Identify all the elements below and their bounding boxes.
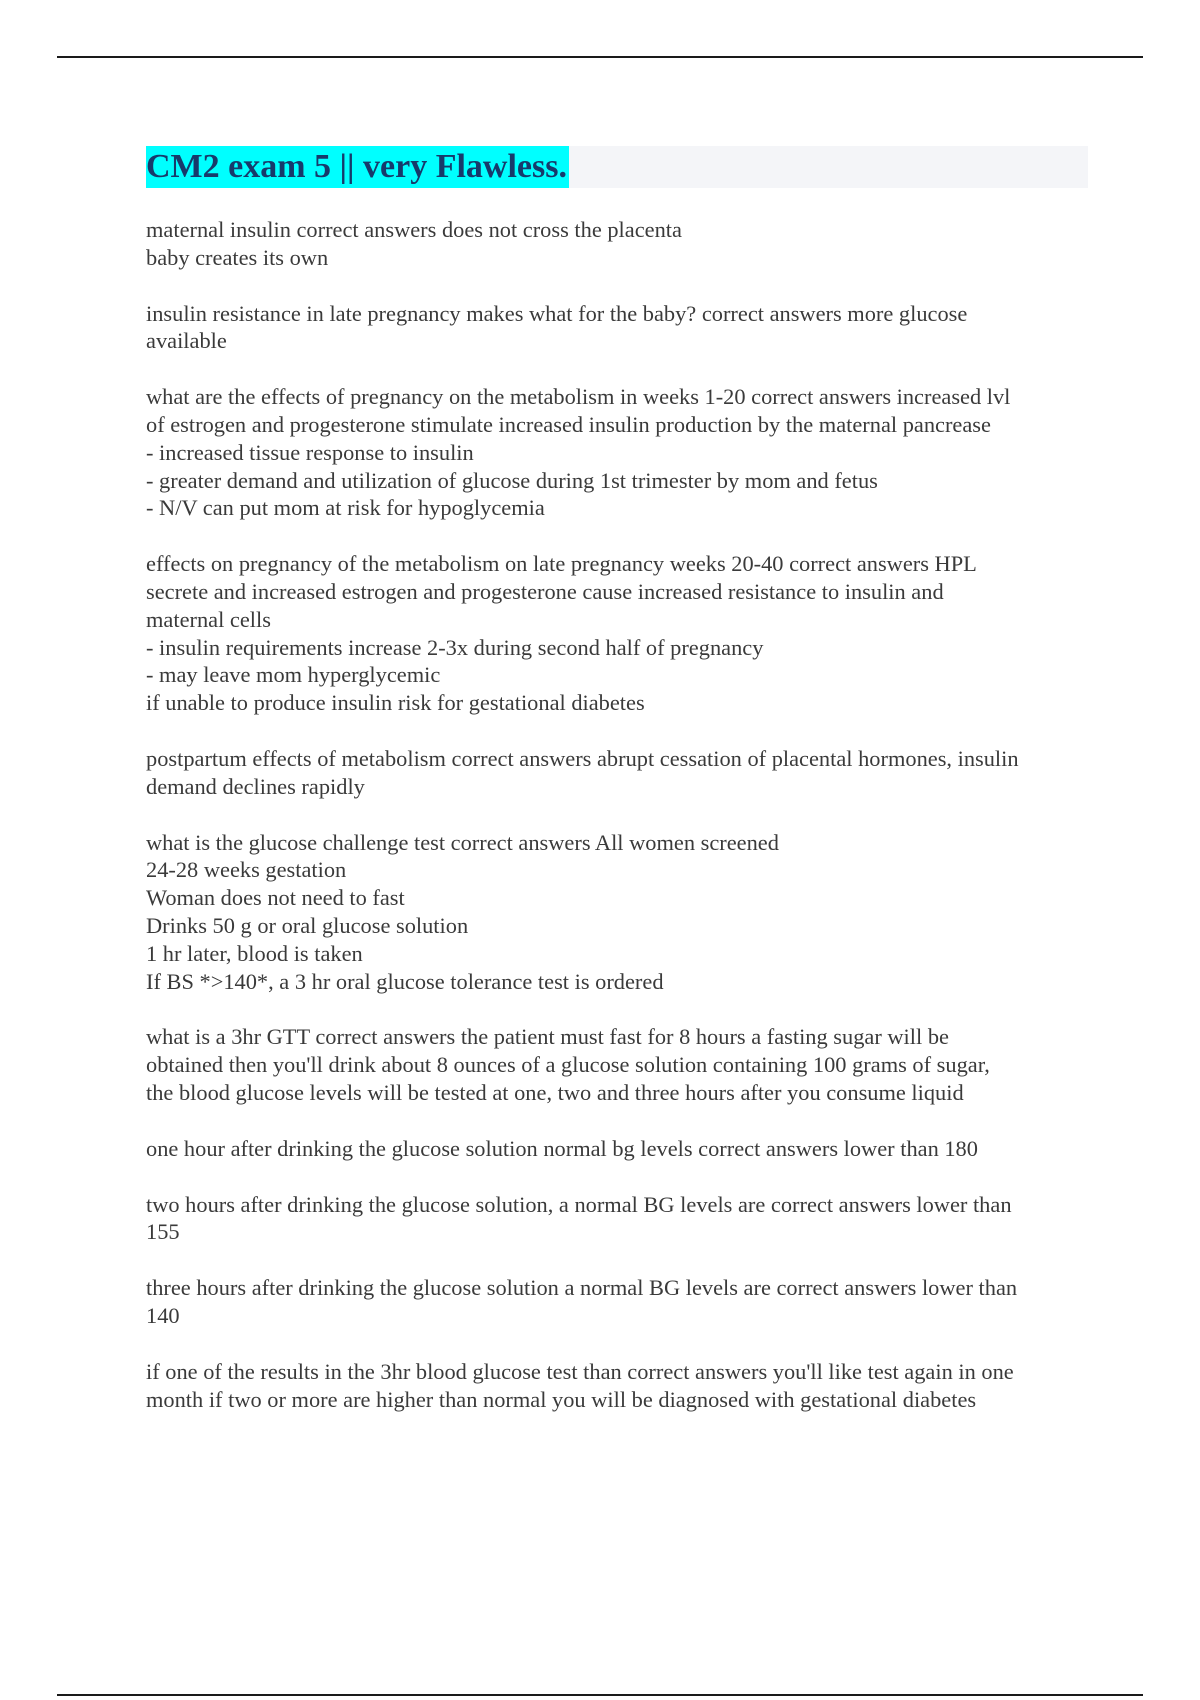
entry-line: one hour after drinking the glucose solution normal bg levels correct answers lower than 180 — [146, 1135, 978, 1161]
entry-line: what is the glucose challenge test correct answers All women screened — [146, 829, 779, 855]
entry-line: if one of the results in the 3hr blood glucose test than correct answers you'll like test again in one — [146, 1358, 1014, 1384]
qa-entry — [146, 1358, 1096, 1414]
qa-entry — [146, 1023, 1096, 1106]
entry-line: - N/V can put mom at risk for hypoglycemia — [146, 495, 545, 521]
entry-line: two hours after drinking the glucose solution, a normal BG levels are correct answers lower than — [146, 1191, 1012, 1217]
entry-line: three hours after drinking the glucose solution a normal BG levels are correct answers lower than — [146, 1275, 1018, 1301]
entry-line: maternal cells — [146, 606, 271, 632]
entry-line: - greater demand and utilization of glucose during 1st trimester by mom and fetus — [146, 467, 878, 493]
entry-line: if unable to produce insulin risk for gestational diabetes — [146, 690, 645, 716]
qa-entry — [146, 550, 1096, 717]
entry-line: postpartum effects of metabolism correct answers abrupt cessation of placental hormones, insulin — [146, 745, 1019, 771]
entry-line: of estrogen and progesterone stimulate increased insulin production by the maternal pancrease — [146, 411, 991, 437]
footer-rule — [57, 1694, 1143, 1696]
qa-entry — [146, 216, 1096, 272]
entry-line: - may leave mom hyperglycemic — [146, 662, 441, 688]
qa-entry — [146, 745, 1096, 801]
entry-line: the blood glucose levels will be tested at one, two and three hours after you consume liquid — [146, 1079, 964, 1105]
entry-line: effects on pregnancy of the metabolism on late pregnancy weeks 20-40 correct answers HPL — [146, 551, 977, 577]
entry-line: available — [146, 328, 227, 354]
entry-line: 155 — [146, 1219, 180, 1245]
document-body — [146, 216, 1096, 1441]
entry-line: 140 — [146, 1302, 180, 1328]
qa-entry — [146, 829, 1096, 996]
entry-line: maternal insulin correct answers does not cross the placenta — [146, 217, 682, 242]
header-rule — [57, 56, 1143, 58]
qa-entry — [146, 383, 1096, 522]
entry-line: insulin resistance in late pregnancy makes what for the baby? correct answers more glucose — [146, 300, 968, 326]
entry-line: - increased tissue response to insulin — [146, 439, 474, 465]
entry-line: obtained then you'll drink about 8 ounces of a glucose solution containing 100 grams of sugar, — [146, 1052, 990, 1078]
entry-line: 24-28 weeks gestation — [146, 857, 347, 883]
document-title: CM2 exam 5 || very Flawless. — [146, 146, 569, 188]
qa-entry — [146, 1191, 1096, 1247]
entry-line: secrete and increased estrogen and progesterone cause increased resistance to insulin and — [146, 578, 944, 604]
entry-line: demand declines rapidly — [146, 773, 365, 799]
entry-line: what is a 3hr GTT correct answers the patient must fast for 8 hours a fasting sugar will be — [146, 1024, 949, 1050]
entry-line: 1 hr later, blood is taken — [146, 940, 363, 966]
title-bar — [146, 146, 1088, 188]
entry-line: month if two or more are higher than normal you will be diagnosed with gestational diabetes — [146, 1386, 977, 1412]
entry-line: - insulin requirements increase 2-3x during second half of pregnancy — [146, 634, 764, 660]
entry-line: Woman does not need to fast — [146, 885, 405, 911]
entry-line: baby creates its own — [146, 244, 329, 270]
entry-line: If BS *>140*, a 3 hr oral glucose tolerance test is ordered — [146, 968, 664, 994]
qa-entry — [146, 1274, 1096, 1330]
qa-entry — [146, 1135, 1096, 1163]
entry-line: Drinks 50 g or oral glucose solution — [146, 912, 469, 938]
entry-line: what are the effects of pregnancy on the metabolism in weeks 1-20 correct answers increased lvl — [146, 384, 1011, 410]
qa-entry — [146, 300, 1096, 356]
